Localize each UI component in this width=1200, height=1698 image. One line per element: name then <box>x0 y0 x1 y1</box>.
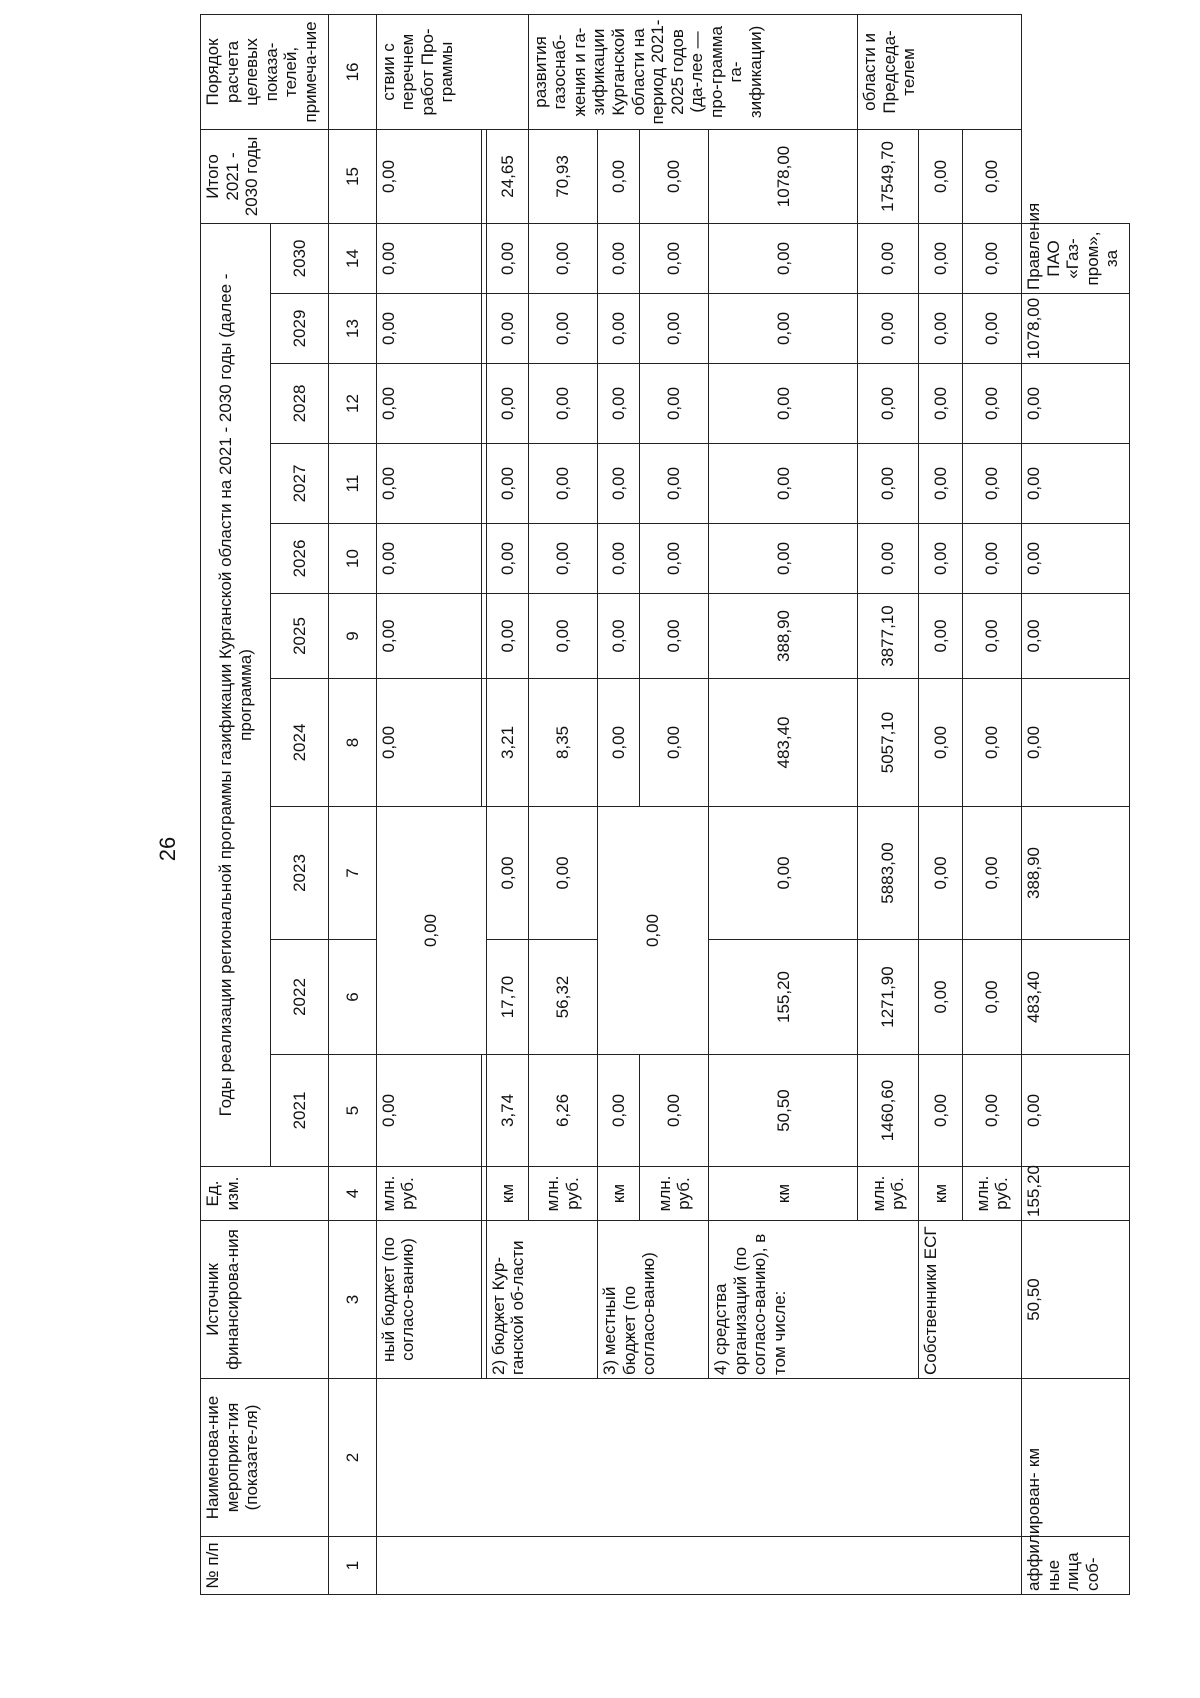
value-cell: 0,00 <box>963 1055 1022 1167</box>
header-year: 2022 <box>271 940 329 1055</box>
column-index: 6 <box>329 940 376 1055</box>
total-cell: 0,00 <box>919 129 963 223</box>
total-cell: 0,00 <box>640 129 709 223</box>
column-index: 7 <box>329 807 376 940</box>
header-year: 2024 <box>271 679 329 807</box>
value-cell: 0,00 <box>640 364 709 444</box>
row-number: 2) <box>488 1359 508 1375</box>
value-cell: 0,00 <box>709 524 858 594</box>
value-cell: 483,40 <box>709 679 858 807</box>
note-cell: области и Председа-телем <box>858 14 1022 129</box>
value-cell: 0,00 <box>963 294 1022 364</box>
value-cell: 0,00 <box>1022 594 1130 679</box>
value-cell: 0,00 <box>486 223 528 293</box>
value-cell: 0,00 <box>963 679 1022 807</box>
value-cell: 0,00 <box>376 807 486 1055</box>
value-cell: 155,20 <box>1022 1167 1130 1221</box>
value-cell: 0,00 <box>640 594 709 679</box>
value-cell: 0,00 <box>376 679 481 807</box>
value-cell: 0,00 <box>640 294 709 364</box>
value-cell: 0,00 <box>1022 1055 1130 1167</box>
value-cell: 0,00 <box>640 1055 709 1167</box>
header-unit: Ед. изм. <box>201 1167 329 1221</box>
value-cell: 0,00 <box>528 444 597 524</box>
value-cell: 0,00 <box>709 223 858 293</box>
unit-cell: км <box>1022 1379 1130 1537</box>
value-cell: 0,00 <box>640 679 709 807</box>
value-cell: 0,00 <box>709 294 858 364</box>
value-cell: 0,00 <box>528 594 597 679</box>
value-cell: 8,35 <box>528 679 597 807</box>
value-cell: 0,00 <box>919 223 963 293</box>
value-cell: 0,00 <box>963 223 1022 293</box>
value-cell: 0,00 <box>486 807 528 940</box>
unit-cell: км <box>919 1167 963 1221</box>
column-index: 16 <box>329 14 376 129</box>
value-cell: 0,00 <box>528 364 597 444</box>
value-cell: 0,00 <box>1022 444 1130 524</box>
note-cell: ствии с перечнем работ Про-граммы <box>376 14 528 129</box>
value-cell: 0,00 <box>919 1055 963 1167</box>
value-cell: 0,00 <box>858 294 919 364</box>
value-cell: 483,40 <box>1022 940 1130 1055</box>
column-index: 13 <box>329 294 376 364</box>
column-index: 2 <box>329 1379 376 1537</box>
value-cell: 0,00 <box>963 940 1022 1055</box>
value-cell: 0,00 <box>598 223 640 293</box>
column-index: 15 <box>329 129 376 223</box>
value-cell: 0,00 <box>486 524 528 594</box>
value-cell: 0,00 <box>598 679 640 807</box>
header-year: 2030 <box>271 223 329 293</box>
row-name-cell <box>376 1379 1021 1537</box>
value-cell: 0,00 <box>528 807 597 940</box>
value-cell: 0,00 <box>486 594 528 679</box>
value-cell: 0,00 <box>528 223 597 293</box>
header-year: 2021 <box>271 1055 329 1167</box>
total-cell: 0,00 <box>598 129 640 223</box>
value-cell: 56,32 <box>528 940 597 1055</box>
source-cell-owners: Собственники ЕСГ <box>919 1221 1022 1379</box>
value-cell: 0,00 <box>1022 679 1130 807</box>
source-label: средства организаций (по согласо-ванию), в том числе: <box>711 1233 789 1375</box>
value-cell: 1460,60 <box>858 1055 919 1167</box>
header-num: № п/п <box>201 1537 329 1595</box>
value-cell: 0,00 <box>919 364 963 444</box>
note-cell: развития газоснаб-жения и га-зификации Курганской области на период 2021-2025 годов (да-лее — про-грамма га-зификации) <box>528 14 857 129</box>
value-cell: 0,00 <box>598 524 640 594</box>
source-cell-local <box>598 1221 709 1379</box>
rotated-table-container <box>200 19 1130 1595</box>
value-cell: 0,00 <box>486 364 528 444</box>
value-cell: 0,00 <box>963 807 1022 940</box>
column-index: 8 <box>329 679 376 807</box>
total-cell: 17549,70 <box>858 129 919 223</box>
unit-cell: млн. руб. <box>376 1167 481 1221</box>
column-index: 9 <box>329 594 376 679</box>
header-year: 2026 <box>271 524 329 594</box>
total-cell: 24,65 <box>486 129 528 223</box>
value-cell: 0,00 <box>528 524 597 594</box>
unit-cell: млн. руб. <box>528 1167 597 1221</box>
value-cell: 0,00 <box>598 294 640 364</box>
value-cell: 0,00 <box>919 807 963 940</box>
header-source: Источник финансирова-ния <box>201 1221 329 1379</box>
value-cell: 0,00 <box>963 524 1022 594</box>
total-cell: 0,00 <box>963 129 1022 223</box>
column-index: 1 <box>329 1537 376 1595</box>
financing-table <box>200 14 1130 1595</box>
value-cell: 0,00 <box>1022 364 1130 444</box>
value-cell: 0,00 <box>640 223 709 293</box>
value-cell: 0,00 <box>919 679 963 807</box>
value-cell: 388,90 <box>1022 807 1130 940</box>
unit-cell: млн. руб. <box>858 1167 919 1221</box>
value-cell: 0,00 <box>376 1055 481 1167</box>
value-cell: 0,00 <box>919 524 963 594</box>
unit-cell: млн. руб. <box>963 1167 1022 1221</box>
value-cell: 0,00 <box>486 294 528 364</box>
value-cell: 0,00 <box>858 524 919 594</box>
value-cell: 0,00 <box>919 594 963 679</box>
column-index: 5 <box>329 1055 376 1167</box>
total-cell: 1078,00 <box>709 129 858 223</box>
header-year: 2028 <box>271 364 329 444</box>
column-index: 4 <box>329 1167 376 1221</box>
column-index: 11 <box>329 444 376 524</box>
value-cell: 17,70 <box>486 940 528 1055</box>
header-year: 2023 <box>271 807 329 940</box>
column-index: 14 <box>329 223 376 293</box>
value-cell: 0,00 <box>919 940 963 1055</box>
value-cell: 0,00 <box>858 223 919 293</box>
value-cell: 0,00 <box>376 524 481 594</box>
page-number: 26 <box>155 836 180 862</box>
value-cell: 3877,10 <box>858 594 919 679</box>
value-cell: 155,20 <box>709 940 858 1055</box>
value-cell: 0,00 <box>709 364 858 444</box>
value-cell: 5057,10 <box>858 679 919 807</box>
note-cell: Правления ПАО «Газ-пром», за <box>1022 223 1130 293</box>
value-cell: 0,00 <box>963 594 1022 679</box>
header-year: 2025 <box>271 594 329 679</box>
value-cell: 1271,90 <box>858 940 919 1055</box>
value-cell: 0,00 <box>919 444 963 524</box>
header-year: 2029 <box>271 294 329 364</box>
value-cell: 0,00 <box>640 444 709 524</box>
value-cell: 0,00 <box>598 594 640 679</box>
value-cell: 0,00 <box>598 1055 640 1167</box>
value-cell: 0,00 <box>376 223 481 293</box>
row-number: 3) <box>600 1359 620 1375</box>
row-number: 4) <box>711 1359 731 1375</box>
value-cell: 388,90 <box>709 594 858 679</box>
source-cell-affiliated: аффилирован-ные лица соб- <box>1022 1537 1130 1595</box>
source-label: бюджет Кур-ганской об-ласти <box>488 1240 528 1375</box>
unit-cell: млн. руб. <box>640 1167 709 1221</box>
value-cell: 0,00 <box>858 364 919 444</box>
value-cell: 50,50 <box>709 1055 858 1167</box>
total-cell: 0,00 <box>376 129 481 223</box>
header-year: 2027 <box>271 444 329 524</box>
value-cell: 50,50 <box>1022 1221 1130 1379</box>
value-cell: 0,00 <box>963 444 1022 524</box>
column-index: 12 <box>329 364 376 444</box>
header-name: Наименова-ние мероприя-тия (показате-ля) <box>201 1379 329 1537</box>
header-total: Итого 2021 - 2030 годы <box>201 129 329 223</box>
value-cell: 3,74 <box>486 1055 528 1167</box>
value-cell: 0,00 <box>486 444 528 524</box>
value-cell: 0,00 <box>1022 524 1130 594</box>
column-index: 3 <box>329 1221 376 1379</box>
value-cell: 0,00 <box>528 294 597 364</box>
value-cell: 5883,00 <box>858 807 919 940</box>
value-cell: 0,00 <box>858 444 919 524</box>
unit-cell: км <box>709 1167 858 1221</box>
source-cell-budget <box>486 1221 597 1379</box>
value-cell: 0,00 <box>919 294 963 364</box>
unit-cell: км <box>598 1167 640 1221</box>
value-cell: 0,00 <box>376 364 481 444</box>
row-num-cell <box>376 1537 1021 1595</box>
value-cell: 0,00 <box>709 444 858 524</box>
value-cell: 0,00 <box>376 444 481 524</box>
unit-cell: км <box>486 1167 528 1221</box>
value-cell: 0,00 <box>963 364 1022 444</box>
source-cell: ный бюджет (по согласо-ванию) <box>376 1221 481 1379</box>
source-cell-organizations <box>709 1221 919 1379</box>
total-cell: 1078,00 <box>1022 294 1130 364</box>
value-cell: 6,26 <box>528 1055 597 1167</box>
total-cell: 70,93 <box>528 129 597 223</box>
value-cell: 0,00 <box>598 364 640 444</box>
value-cell: 0,00 <box>598 807 709 1055</box>
value-cell: 3,21 <box>486 679 528 807</box>
column-index: 10 <box>329 524 376 594</box>
value-cell: 0,00 <box>709 807 858 940</box>
value-cell: 0,00 <box>376 594 481 679</box>
source-label: местный бюджет (по согласо-ванию) <box>600 1252 659 1375</box>
value-cell: 0,00 <box>376 294 481 364</box>
value-cell: 0,00 <box>598 444 640 524</box>
value-cell: 0,00 <box>640 524 709 594</box>
header-calc: Порядок расчета целевых показа-телей, примеча-ние <box>201 14 329 129</box>
header-years-group: Годы реализации региональной программы газификации Курганской области на 2021 - 2030 годы (далее - программа) <box>201 223 271 1166</box>
